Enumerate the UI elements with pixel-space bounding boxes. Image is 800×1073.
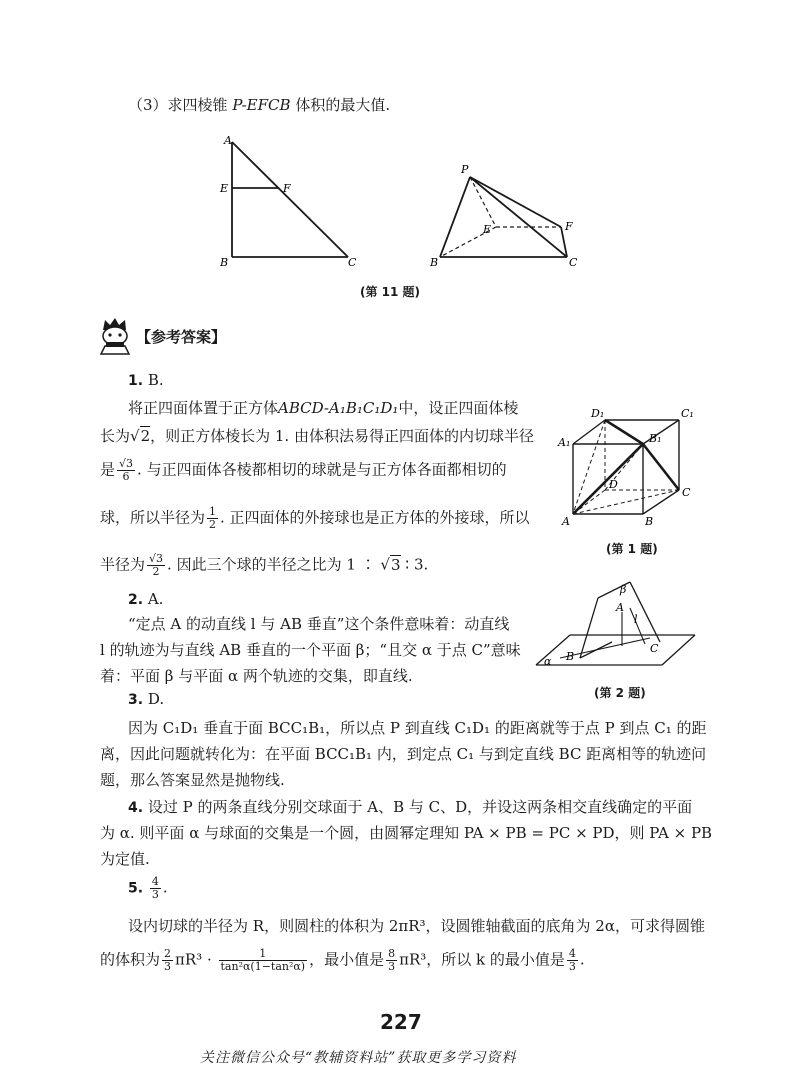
fig2-label-l: l xyxy=(634,613,638,626)
cube-label-A1: A₁ xyxy=(558,436,571,449)
cube-label-B: B xyxy=(645,515,654,528)
answer-4-line-1: 4. 设过 P 的两条直线分别交球面于 A、B 与 C、D，并设这两条相交直线确定的平面 xyxy=(128,798,693,816)
label-C2: C xyxy=(569,256,578,269)
answer-2-line-2: l 的轨迹为与直线 AB 垂直的一个平面 β；“且交 α 于点 C”意味 xyxy=(100,641,521,659)
part3-prefix: （3）求四棱锥 xyxy=(128,96,228,114)
label-P: P xyxy=(461,163,469,176)
answer-3-num: 3. xyxy=(128,692,144,708)
answer-5-num: 5. xyxy=(128,880,144,897)
answer-3-body xyxy=(100,718,707,798)
answer-1-line-2: 长为√2，则正方体棱长为 1. 由体积法易得正四面体的内切球半径 xyxy=(100,427,534,445)
label-F: F xyxy=(283,182,291,195)
answer-4-body xyxy=(100,797,713,877)
fig2-label-B: B xyxy=(566,650,575,663)
fig2-label-beta: β xyxy=(620,583,627,596)
cube-label-B1: B₁ xyxy=(649,432,662,445)
cube-label-C: C xyxy=(682,486,691,499)
answer-3-line-1: 因为 C₁D₁ 垂直于面 BCC₁B₁，所以点 P 到直线 C₁D₁ 的距离就等于点 P 到点 C₁ 的距 xyxy=(128,719,707,737)
answer-2-line-3: 着：平面 β 与平面 α 两个轨迹的交集，即直线. xyxy=(100,667,413,685)
answer-4-line-2: 为 α. 则平面 α 与球面的交集是一个圆，由圆幂定理知 PA × PB = PC × PD，则 PA × PB xyxy=(100,824,713,842)
figure-11 xyxy=(215,130,595,280)
answer-2-body xyxy=(100,614,540,694)
cube-label-D1: D₁ xyxy=(591,407,605,420)
plane-alpha xyxy=(536,635,695,665)
answer-4-line-3: 为定值. xyxy=(100,850,150,868)
answer-1-body xyxy=(100,398,550,583)
answer-5-line-2: 的体积为 $\frac{2}{3}$ πR³ · $\frac{1}{\text{tan²α(1−tan²α)}}$ ，最小值是 $\frac{8}{3}$ πR³，所以 k 的最小值是 $\frac{4}{3}$ . xyxy=(100,947,585,973)
answer-5-line-1: 设内切球的半径为 R，则圆柱的体积为 2πR³，设圆锥轴截面的底角为 2α，可求得圆锥 xyxy=(128,917,705,935)
answer-2-line-1: “定点 A 的动直线 l 与 AB 垂直”这个条件意味着：动直线 xyxy=(128,615,510,633)
answer-2-num: 2. xyxy=(128,592,144,608)
answers-heading: 【参考答案】 xyxy=(136,328,227,346)
cube-label-D: D xyxy=(609,478,618,491)
fig2-label-alpha: α xyxy=(544,655,552,668)
answer-1-num: 1. xyxy=(128,373,144,389)
page-number: 227 xyxy=(380,1010,422,1034)
triangle-abc xyxy=(232,142,348,257)
answer-3-line-2: 离，因此问题就转化为：在平面 BCC₁B₁ 内，到定点 C₁ 与到定直线 BC 距离相等的轨迹问 xyxy=(100,745,707,763)
figure-1-caption: (第 1 题) xyxy=(606,542,658,556)
cube-label-C1: C₁ xyxy=(681,407,694,420)
answer-1-line-5: 半径为 $\frac{√3}{2}$ . 因此三个球的半径之比为 1 ∶ √3 ∶ 3. xyxy=(100,552,429,578)
answer-5-body xyxy=(100,916,705,976)
answer-2-choice: A. xyxy=(147,590,164,608)
answer-3-header xyxy=(128,690,164,708)
figure-2-planes xyxy=(530,572,705,672)
figure-2-caption: (第 2 题) xyxy=(594,686,646,700)
answer-5-header: 5. $\frac{4}{3}$ . xyxy=(128,875,168,901)
problem-part3 xyxy=(128,94,390,115)
label-E: E xyxy=(220,182,229,195)
answer-4-num: 4. xyxy=(128,800,144,816)
answer-1-header xyxy=(128,371,164,389)
part3-suffix: 体积的最大值. xyxy=(295,96,391,114)
label-B2: B xyxy=(430,256,439,269)
answer-2-header xyxy=(128,590,163,608)
fig2-label-A: A xyxy=(616,601,624,614)
figure-11-caption: (第 11 题) xyxy=(360,285,421,299)
label-C: C xyxy=(348,256,357,269)
part3-var: P-EFCB xyxy=(232,96,291,114)
label-A: A xyxy=(224,134,232,147)
answer-3-line-3: 题，那么答案显然是抛物线. xyxy=(100,771,285,789)
cube-label-A: A xyxy=(562,515,570,528)
figure-1-cube xyxy=(557,404,707,530)
answer-1-line-1: 将正四面体置于正方体ABCD-A₁B₁C₁D₁中，设正四面体棱 xyxy=(128,399,519,417)
label-B: B xyxy=(220,256,229,269)
label-F2: F xyxy=(565,220,573,233)
label-E2: E xyxy=(483,223,492,236)
footer-promo: 关注微信公众号“教辅资料站”获取更多学习资料 xyxy=(200,1050,517,1066)
answer-1-choice: B. xyxy=(147,371,164,389)
answer-1-line-4: 球，所以半径为 $\frac{1}{2}$ . 正四面体的外接球也是正方体的外接球，所以 xyxy=(100,505,530,531)
pyramid-pefcb xyxy=(440,177,567,257)
answer-1-line-3: 是 $\frac{√3}{6}$ . 与正四面体各棱都相切的球就是与正方体各面都相切的 xyxy=(100,457,507,483)
fig2-label-C: C xyxy=(650,642,659,655)
mascot-icon xyxy=(97,316,133,356)
answer-3-choice: D. xyxy=(147,690,165,708)
